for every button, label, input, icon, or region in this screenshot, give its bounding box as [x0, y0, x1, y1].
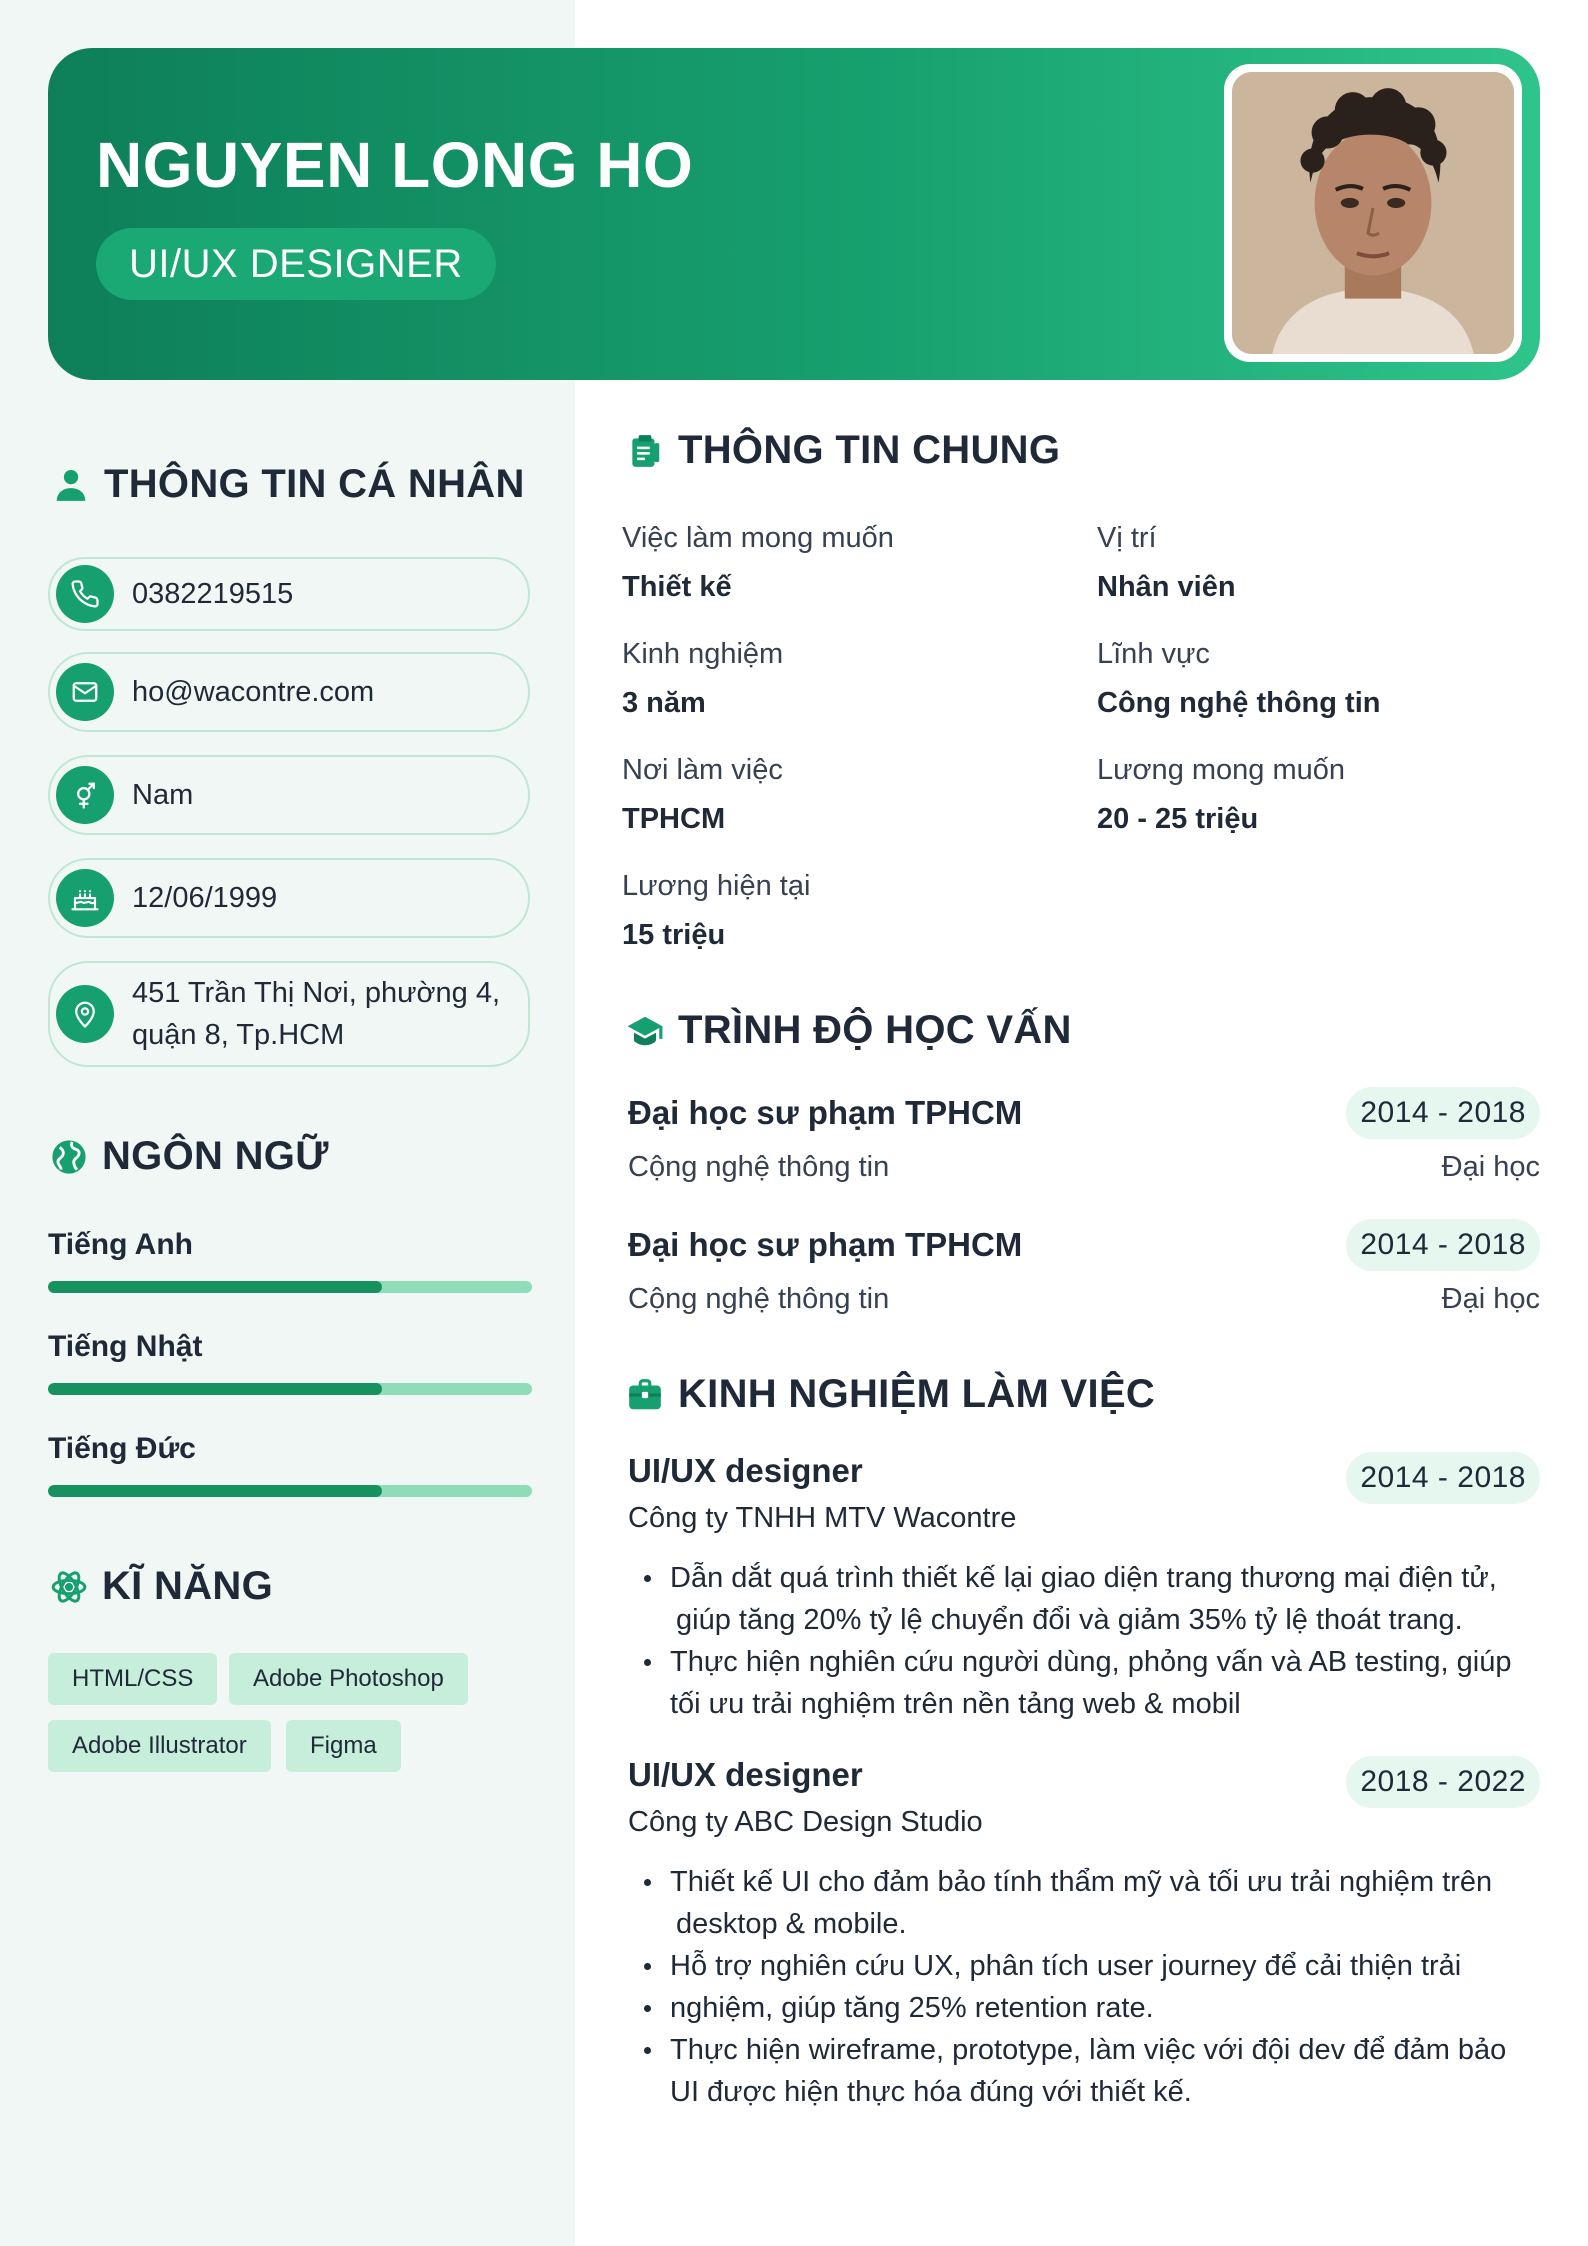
- language-level-fill: [48, 1383, 382, 1395]
- field-label: Nơi làm việc: [622, 754, 783, 786]
- responsibility-line: giúp tăng 20% tỷ lệ chuyển đổi và giảm 35% tỷ lệ thoát trang.: [676, 1604, 1463, 1636]
- responsibility-item: [628, 1861, 1540, 1945]
- responsibility-line: desktop & mobile.: [676, 1908, 907, 1940]
- experience-heading: [626, 1372, 1155, 1417]
- location-pin-icon: [56, 985, 114, 1043]
- language-name: Tiếng Anh: [48, 1228, 193, 1261]
- responsibility-line: Thực hiện nghiên cứu người dùng, phỏng vấn và AB testing, giúp: [670, 1646, 1512, 1678]
- globe-icon: [50, 1138, 88, 1176]
- job-company: Công ty ABC Design Studio: [628, 1806, 983, 1838]
- job-years: 2014 - 2018: [1346, 1452, 1540, 1504]
- field-value: 15 triệu: [622, 919, 726, 951]
- responsibility-line: nghiệm, giúp tăng 25% retention rate.: [670, 1992, 1154, 2024]
- languages-heading: [50, 1134, 329, 1179]
- skill-tag: Adobe Illustrator: [48, 1720, 271, 1772]
- field-label: Kinh nghiệm: [622, 638, 784, 670]
- language-name: Tiếng Đức: [48, 1432, 196, 1465]
- job-role: UI/UX designer: [628, 1756, 863, 1793]
- profile-photo-frame: [1224, 64, 1522, 362]
- address: [132, 972, 500, 1056]
- field-value: Thiết kế: [622, 571, 732, 603]
- school-name: Đại học sư phạm TPHCM: [628, 1094, 1023, 1131]
- responsibility-item: [628, 1945, 1540, 1987]
- job-responsibilities: [628, 1861, 1540, 2113]
- field-value: 3 năm: [622, 687, 706, 719]
- job-title-badge: UI/UX DESIGNER: [96, 228, 496, 300]
- responsibility-item: [628, 1987, 1540, 2029]
- general-info-title: THÔNG TIN CHUNG: [678, 428, 1061, 472]
- education-title: TRÌNH ĐỘ HỌC VẤN: [678, 1008, 1072, 1052]
- birth-date: 12/06/1999: [132, 882, 278, 914]
- job-company: Công ty TNHH MTV Wacontre: [628, 1502, 1017, 1534]
- field-label: Lương mong muốn: [1097, 754, 1346, 786]
- job-responsibilities: [628, 1557, 1540, 1725]
- field-label: Lương hiện tại: [622, 870, 811, 902]
- field-label: Lĩnh vực: [1097, 638, 1210, 670]
- language-level-bar: [48, 1485, 532, 1497]
- field-value: TPHCM: [622, 803, 726, 835]
- language-level-fill: [48, 1281, 382, 1293]
- gender-contact: [48, 755, 530, 835]
- language-level-fill: [48, 1485, 382, 1497]
- education-years: 2014 - 2018: [1346, 1219, 1540, 1271]
- language-level-bar: [48, 1281, 532, 1293]
- personal-info-title: THÔNG TIN CÁ NHÂN: [104, 462, 525, 506]
- email-contact: [48, 652, 530, 732]
- header-banner: [48, 48, 1540, 380]
- responsibility-item: [628, 1557, 1540, 1641]
- languages-title: NGÔN NGỮ: [102, 1134, 329, 1178]
- education-major: Cộng nghệ thông tin: [628, 1151, 890, 1183]
- skill-tag: Figma: [286, 1720, 401, 1772]
- phone-icon: [56, 565, 114, 623]
- skill-tag: HTML/CSS: [48, 1653, 217, 1705]
- profile-photo: [1232, 72, 1514, 354]
- graduation-cap-icon: [626, 1012, 664, 1050]
- field-value: Công nghệ thông tin: [1097, 687, 1381, 719]
- field-value: Nhân viên: [1097, 571, 1236, 603]
- responsibility-line: UI được hiện thực hóa đúng với thiết kế.: [670, 2076, 1192, 2108]
- experience-title: KINH NGHIỆM LÀM VIỆC: [678, 1372, 1156, 1416]
- cake-icon: [56, 869, 114, 927]
- address-line-1: 451 Trần Thị Nơi, phường 4,: [132, 977, 501, 1009]
- field-label: Vị trí: [1097, 522, 1157, 554]
- briefcase-icon: [626, 1376, 664, 1414]
- candidate-name: NGUYEN LONG HO: [96, 129, 694, 201]
- responsibility-line: tối ưu trải nghiệm trên nền tảng web & mobil: [670, 1688, 1241, 1720]
- school-name: Đại học sư phạm TPHCM: [628, 1226, 1023, 1263]
- email-address: ho@wacontre.com: [132, 676, 375, 708]
- phone-number: 0382219515: [132, 578, 294, 610]
- responsibility-line: Thiết kế UI cho đảm bảo tính thẩm mỹ và tối ưu trải nghiệm trên: [670, 1866, 1493, 1898]
- education-degree: Đại học: [1441, 1151, 1540, 1183]
- address-contact: [48, 961, 530, 1067]
- job-role: UI/UX designer: [628, 1452, 863, 1489]
- gender-icon: [56, 766, 114, 824]
- responsibility-item: [628, 2029, 1540, 2113]
- field-label: Việc làm mong muốn: [622, 522, 894, 554]
- education-major: Cộng nghệ thông tin: [628, 1283, 890, 1315]
- responsibility-line: Thực hiện wireframe, prototype, làm việc với đội dev để đảm bảo: [670, 2034, 1507, 2066]
- education-years: 2014 - 2018: [1346, 1087, 1540, 1139]
- language-level-bar: [48, 1383, 532, 1395]
- skill-tag: Adobe Photoshop: [229, 1653, 468, 1705]
- address-line-2: quận 8, Tp.HCM: [132, 1019, 345, 1051]
- general-info-heading: [626, 428, 1060, 473]
- language-name: Tiếng Nhật: [48, 1330, 203, 1363]
- personal-info-heading: [52, 462, 525, 507]
- clipboard-icon: [626, 432, 664, 470]
- birthday-contact: [48, 858, 530, 938]
- gender-value: Nam: [132, 779, 194, 811]
- mail-icon: [56, 663, 114, 721]
- education-degree: Đại học: [1441, 1283, 1540, 1315]
- responsibility-item: [628, 1641, 1540, 1725]
- job-years: 2018 - 2022: [1346, 1756, 1540, 1808]
- phone-contact: [48, 557, 530, 631]
- field-value: 20 - 25 triệu: [1097, 803, 1259, 835]
- responsibility-line: Hỗ trợ nghiên cứu UX, phân tích user journey để cải thiện trải: [670, 1950, 1462, 1982]
- responsibility-line: Dẫn dắt quá trình thiết kế lại giao diện trang thương mại điện tử,: [670, 1562, 1497, 1594]
- skills-title: KĨ NĂNG: [102, 1564, 273, 1608]
- skills-heading: [50, 1564, 273, 1609]
- education-heading: [626, 1008, 1072, 1053]
- atom-icon: [50, 1568, 88, 1606]
- person-icon: [52, 466, 90, 504]
